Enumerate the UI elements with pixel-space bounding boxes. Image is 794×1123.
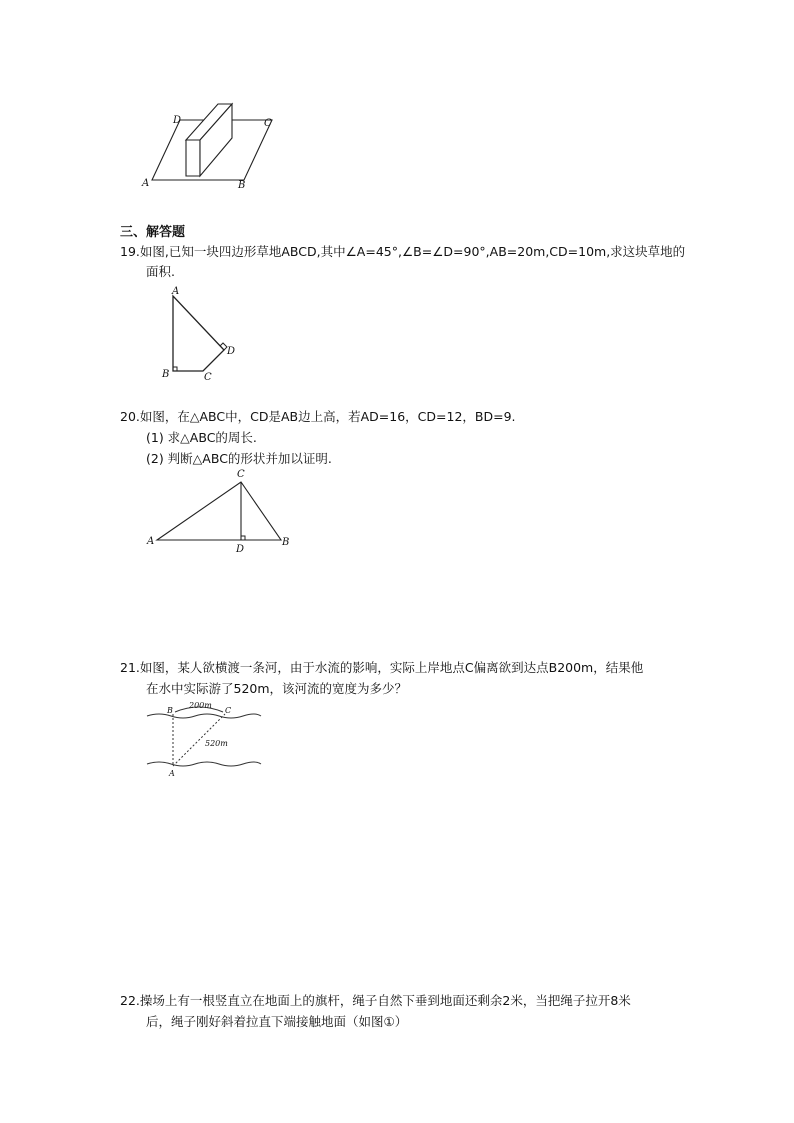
fig19-label-c: C (204, 372, 212, 383)
fig19-shape (173, 296, 224, 371)
fig21-label-c: C (225, 706, 232, 715)
q22-line1 (120, 991, 631, 1011)
fig21-bank-top (147, 714, 261, 718)
q20-sub2: (2) 判断△ABC的形状并加以证明. (146, 451, 332, 466)
section-title: 三、解答题 (120, 225, 186, 240)
fig19-label-d: D (227, 346, 236, 357)
q20-text: 如图，在△ABC中，CD是AB边上高，若AD=16，CD=12，BD=9. (139, 409, 516, 424)
fig21-svg (145, 700, 265, 780)
fig19-label-b: B (162, 369, 170, 380)
fig18-label-a: A (142, 178, 150, 189)
q19-line1 (120, 242, 685, 262)
fig19-svg (158, 284, 248, 384)
fig20-shape (157, 482, 281, 540)
fig21-river (145, 700, 265, 780)
q22-line2: 后，绳子刚好斜着拉直下端接触地面（如图①） (146, 1014, 408, 1029)
fig18-prism-front (186, 140, 200, 176)
fig20-right-angle-d (241, 536, 245, 540)
q21-line2: 在水中实际游了520m，该河流的宽度为多少？ (146, 681, 408, 696)
fig20-label-c: C (237, 469, 245, 480)
fig19-label-a: A (172, 286, 180, 297)
fig21-bank-bottom (147, 762, 261, 766)
fig18-svg (140, 98, 280, 190)
q20-line1 (120, 407, 516, 427)
fig18-parallelogram-prism (140, 98, 280, 190)
q19-text: 如图,已知一块四边形草地ABCD,其中∠A=45°,∠B=∠D=90°,AB=20m,CD=10m,求这块草地的 (139, 244, 686, 259)
q19-number: 19. (120, 244, 140, 259)
q22-text: 操场上有一根竖直立在地面上的旗杆，绳子自然下垂到地面还剩余2米，当把绳子拉开8米 (139, 993, 631, 1008)
q19-line2: 面积. (146, 264, 175, 279)
q22-number: 22. (120, 993, 140, 1008)
q20-number: 20. (120, 409, 140, 424)
fig18-label-d: D (173, 115, 182, 126)
fig20-label-d: D (236, 544, 245, 555)
fig21-dist-bc: 200m (189, 701, 212, 710)
fig21-label-a: A (169, 769, 175, 778)
fig20-label-b: B (282, 537, 290, 548)
q21-number: 21. (120, 660, 140, 675)
fig21-label-b: B (167, 706, 173, 715)
fig19-quadrilateral (158, 284, 248, 384)
fig20-svg (145, 466, 295, 556)
q20-sub1: (1) 求△ABC的周长. (146, 430, 257, 445)
q21-text: 如图，某人欲横渡一条河，由于水流的影响，实际上岸地点C偏离欲到达点B200m，结果他 (139, 660, 644, 675)
fig20-triangle (145, 466, 295, 556)
fig21-dist-ac: 520m (205, 739, 228, 748)
fig20-label-a: A (147, 536, 155, 547)
fig18-label-c: C (264, 118, 272, 129)
fig18-label-b: B (238, 180, 246, 191)
q21-line1 (120, 658, 643, 678)
